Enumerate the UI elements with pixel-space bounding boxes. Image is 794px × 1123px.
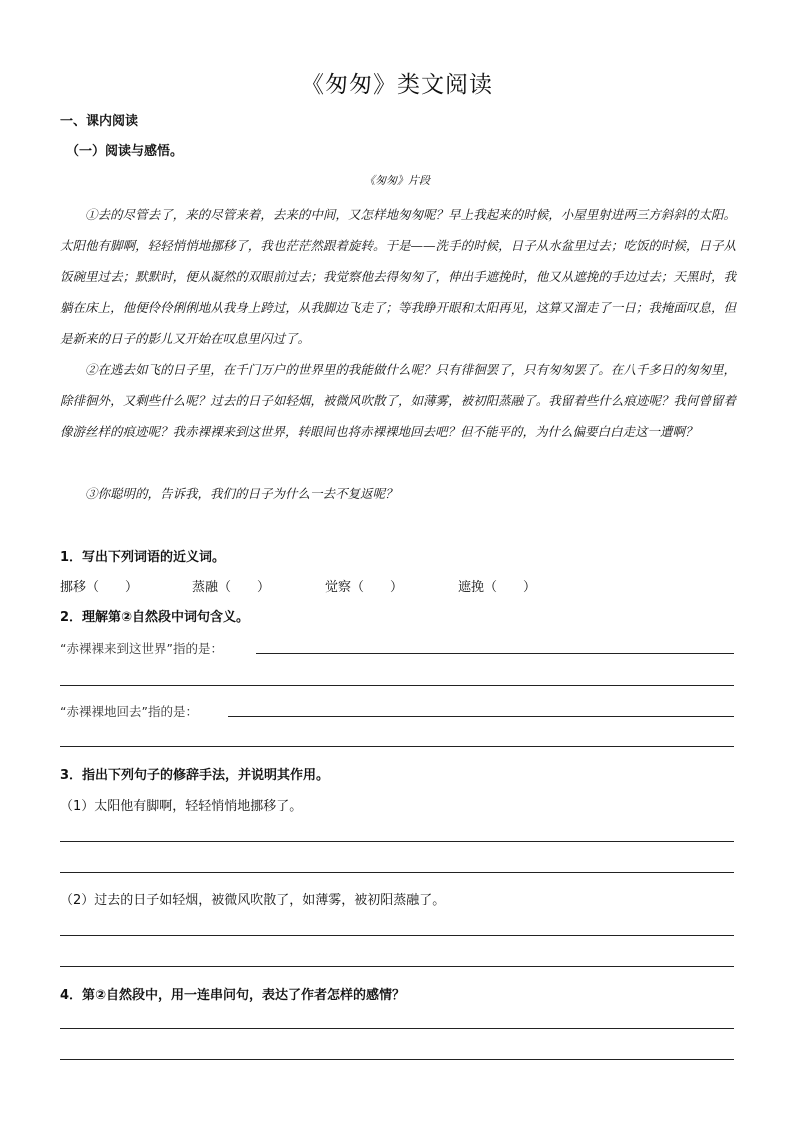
answer-line[interactable] xyxy=(228,716,734,717)
passage-paragraph-2: ②在逃去如飞的日子里，在千门万户的世界里的我能做什么呢？只有徘徊罢了，只有匆匆罢了。在八千多日的匆匆里，除徘徊外，又剩些什么呢？过去的日子如轻烟，被微风吹散了，如薄雾，被初阳蒸融了。我留着些什么痕迹呢？我何曾留着像游丝样的痕迹呢？我赤裸裸来到这世界，转眼间也将赤裸裸地回去吧？但不能平的，为什么偏要白白走这一遭啊？ xyxy=(60,362,736,439)
sentence-2: （2）过去的日子如轻烟，被微风吹散了，如薄雾，被初阳蒸融了。 xyxy=(60,893,446,908)
question-1: 1．写出下列词语的近义词。 xyxy=(60,550,226,565)
subsection-heading: （一）阅读与感悟。 xyxy=(66,144,184,159)
passage-paragraph-3: ③你聪明的，告诉我，我们的日子为什么一去不复返呢？ xyxy=(85,486,398,501)
answer-label-a: “赤裸裸来到这世界”指的是： xyxy=(60,641,223,656)
sentence-1: （1）太阳他有脚啊，轻轻悄悄地挪移了。 xyxy=(60,799,303,814)
answer-line[interactable] xyxy=(60,685,734,686)
answer-line[interactable] xyxy=(60,966,734,967)
answer-line[interactable] xyxy=(60,746,734,747)
section-heading: 一、课内阅读 xyxy=(60,114,139,129)
question-3: 3．指出下列句子的修辞手法，并说明其作用。 xyxy=(60,768,330,783)
question-4: 4．第②自然段中，用一连串问句，表达了作者怎样的感情？ xyxy=(60,988,406,1003)
passage-title: 《匆匆》片段 xyxy=(364,174,430,187)
page-title: 《匆匆》类文阅读 xyxy=(301,72,493,98)
answer-line[interactable] xyxy=(60,841,734,842)
synonym-item-3: 觉察（ ） xyxy=(325,580,404,595)
synonym-item-2: 蒸融（ ） xyxy=(192,580,271,595)
synonym-item-1: 挪移（ ） xyxy=(60,580,139,595)
question-2: 2．理解第②自然段中词句含义。 xyxy=(60,610,250,625)
answer-label-b: “赤裸裸地回去”指的是： xyxy=(60,704,198,719)
passage-paragraph-1: ①去的尽管去了，来的尽管来着，去来的中间，又怎样地匆匆呢？早上我起来的时候，小屋里射进两三方斜斜的太阳。太阳他有脚啊，轻轻悄悄地挪移了，我也茫茫然跟着旋转。于是——洗手的时候，日子从水盆里过去；吃饭的时候，日子从饭碗里过去；默默时，便从凝然的双眼前过去；我觉察他去得匆匆了，伸出手遮挽时，他又从遮挽的手边过去；天黑时，我躺在床上，他便伶伶俐俐地从我身上跨过，从我脚边飞走了；等我睁开眼和太阳再见，这算又溜走了一日；我掩面叹息，但是新来的日子的影儿又开始在叹息里闪过了。 xyxy=(60,207,736,346)
answer-line[interactable] xyxy=(60,935,734,936)
answer-line[interactable] xyxy=(60,872,734,873)
answer-line[interactable] xyxy=(256,653,734,654)
answer-line[interactable] xyxy=(60,1059,734,1060)
synonym-item-4: 遮挽（ ） xyxy=(458,580,537,595)
answer-line[interactable] xyxy=(60,1028,734,1029)
